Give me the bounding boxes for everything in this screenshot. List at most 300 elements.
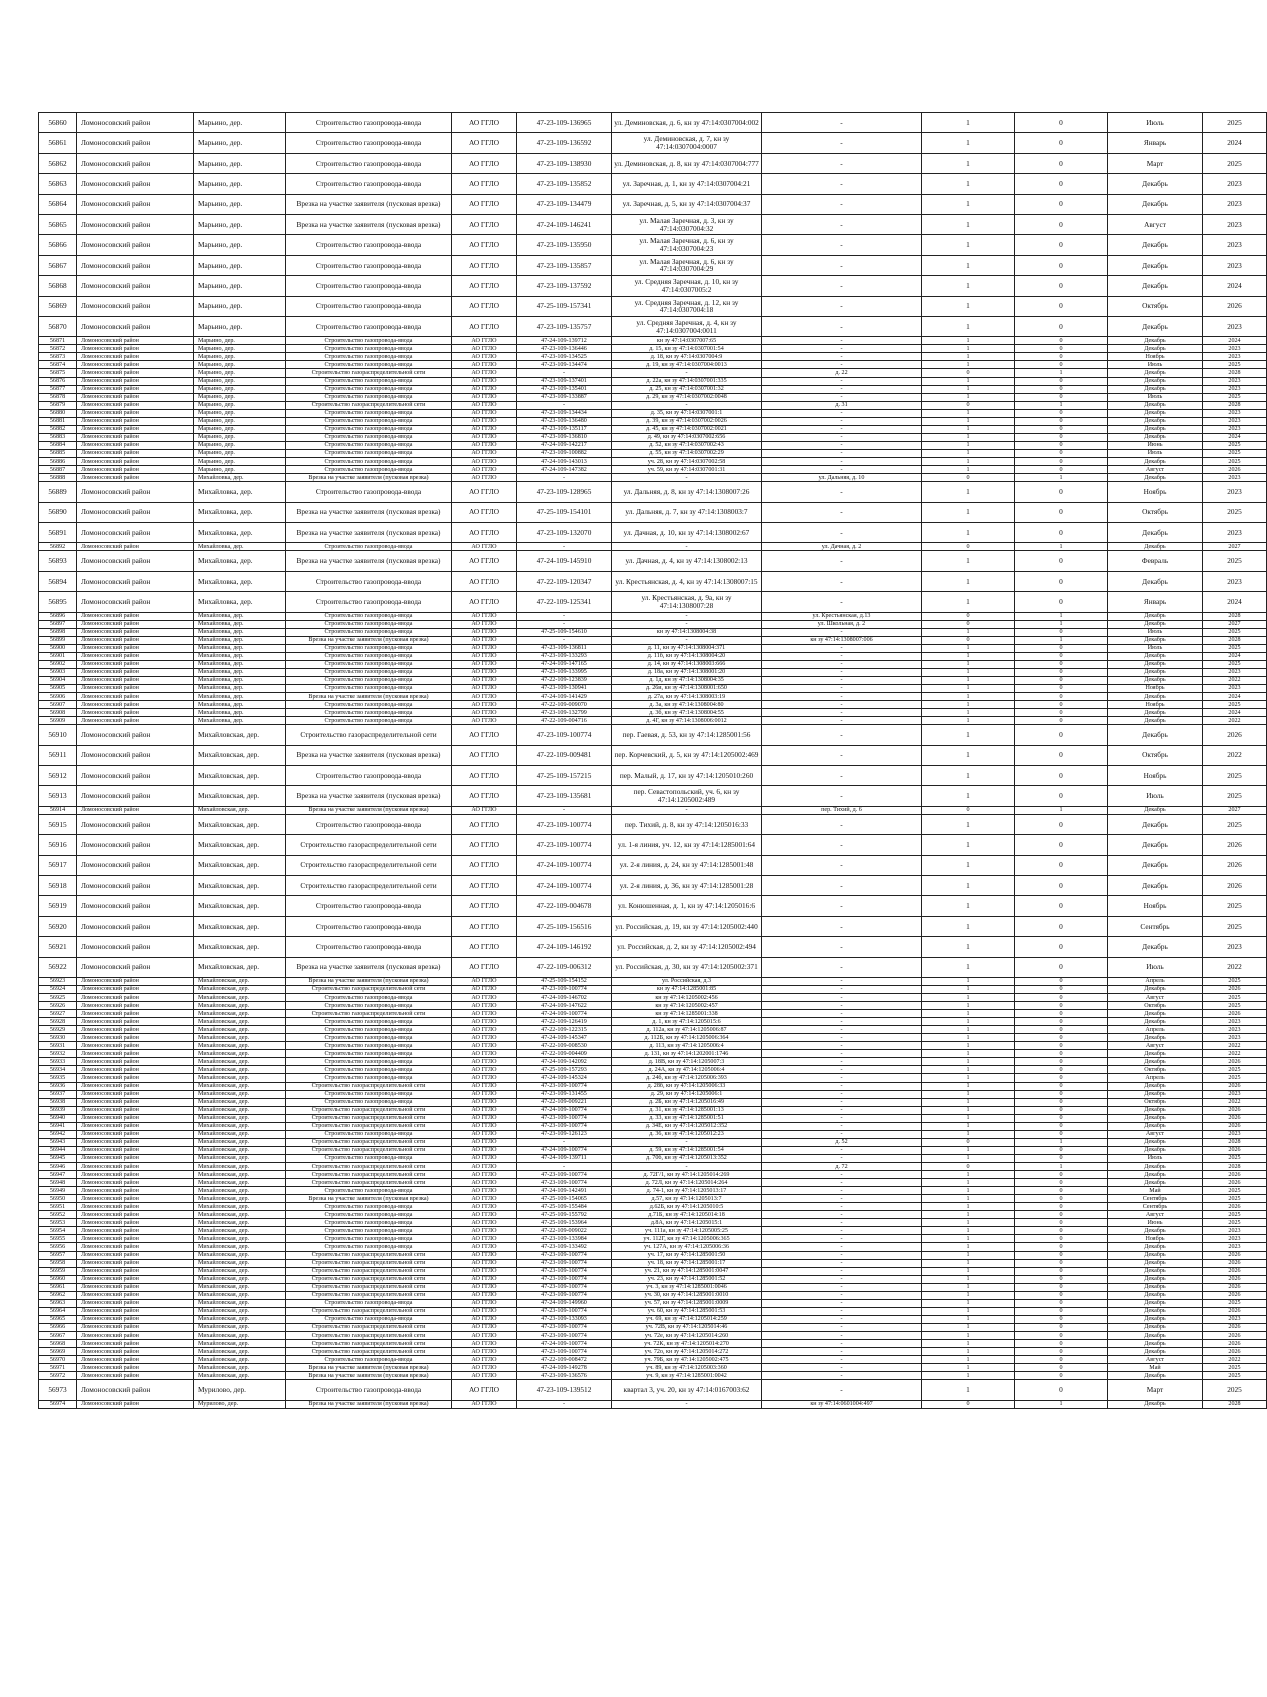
year-cell: 2026 — [1203, 1082, 1267, 1090]
table-row — [39, 1227, 1267, 1235]
organization-cell: АО ГГЛО — [452, 1042, 517, 1050]
connected-count-cell: 1 — [922, 1026, 1015, 1034]
district-cell: Ломоносовский район — [77, 644, 194, 652]
organization-cell: АО ГГЛО — [452, 786, 517, 806]
table-row — [39, 709, 1267, 717]
year-cell: 2025 — [1203, 153, 1267, 173]
planned-address-cell: - — [762, 361, 922, 369]
table-row — [39, 855, 1267, 875]
settlement-cell: Михайловская, дер. — [194, 1219, 286, 1227]
table-row — [39, 235, 1267, 255]
row-number: 56955 — [39, 1235, 77, 1243]
district-cell: Ломоносовский район — [77, 1203, 194, 1211]
settlement-cell: Михайловская, дер. — [194, 786, 286, 806]
settlement-cell: Михайловская, дер. — [194, 1283, 286, 1291]
year-cell: 2025 — [1203, 1364, 1267, 1372]
work-type-cell: Строительство газораспределительной сети — [286, 1163, 452, 1171]
contract-number-cell: 47-23-109-135950 — [517, 235, 612, 255]
year-cell: 2026 — [1203, 1323, 1267, 1331]
district-cell: Ломоносовский район — [77, 1227, 194, 1235]
row-number: 56920 — [39, 916, 77, 936]
planned-count-cell: 0 — [1015, 937, 1108, 957]
year-cell: 2026 — [1203, 1275, 1267, 1283]
work-type-cell: Строительство газопровода-ввода — [286, 1050, 452, 1058]
row-number: 56953 — [39, 1219, 77, 1227]
planned-count-cell: 0 — [1015, 1243, 1108, 1251]
contract-number-cell: - — [517, 620, 612, 628]
settlement-cell: Михайловка, дер. — [194, 571, 286, 591]
year-cell: 2024 — [1203, 337, 1267, 345]
connected-count-cell: 1 — [922, 709, 1015, 717]
year-cell: 2024 — [1203, 693, 1267, 701]
month-cell: Декабрь — [1108, 1323, 1203, 1331]
planned-count-cell: 0 — [1015, 345, 1108, 353]
table-row — [39, 1138, 1267, 1146]
planned-address-cell: - — [762, 425, 922, 433]
organization-cell: АО ГГЛО — [452, 628, 517, 636]
row-number: 56958 — [39, 1259, 77, 1267]
planned-address-cell: - — [762, 1348, 922, 1356]
connected-count-cell: 1 — [922, 1002, 1015, 1010]
district-cell: Ломоносовский район — [77, 235, 194, 255]
planned-count-cell: 0 — [1015, 458, 1108, 466]
work-type-cell: Строительство газораспределительной сети — [286, 835, 452, 855]
month-cell: Сентябрь — [1108, 916, 1203, 936]
row-number: 56926 — [39, 1002, 77, 1010]
month-cell: Декабрь — [1108, 1090, 1203, 1098]
planned-count-cell: 0 — [1015, 977, 1108, 985]
year-cell: 2026 — [1203, 466, 1267, 474]
contract-number-cell: 47-23-109-136965 — [517, 113, 612, 133]
row-number: 56911 — [39, 745, 77, 765]
year-cell: 2023 — [1203, 409, 1267, 417]
month-cell: Октябрь — [1108, 1066, 1203, 1074]
row-number: 56876 — [39, 377, 77, 385]
planned-address-cell: - — [762, 1227, 922, 1235]
settlement-cell: Михайловская, дер. — [194, 1122, 286, 1130]
organization-cell: АО ГГЛО — [452, 543, 517, 551]
planned-address-cell: - — [762, 458, 922, 466]
row-number: 56941 — [39, 1122, 77, 1130]
planned-address-cell: - — [762, 1026, 922, 1034]
work-type-cell: Строительство газораспределительной сети — [286, 875, 452, 895]
month-cell: Март — [1108, 153, 1203, 173]
address-cell: д. 18а, кн зу 47:14:1308001:20 — [612, 668, 762, 676]
planned-address-cell: - — [762, 701, 922, 709]
organization-cell: АО ГГЛО — [452, 1259, 517, 1267]
planned-address-cell: - — [762, 433, 922, 441]
organization-cell: АО ГГЛО — [452, 214, 517, 234]
connected-count-cell: 1 — [922, 1018, 1015, 1026]
work-type-cell: Строительство газопровода-ввода — [286, 1130, 452, 1138]
month-cell: Декабрь — [1108, 337, 1203, 345]
contract-number-cell: 47-23-109-134474 — [517, 361, 612, 369]
connected-count-cell: 1 — [922, 466, 1015, 474]
contract-number-cell: 47-24-109-145910 — [517, 551, 612, 571]
year-cell: 2025 — [1203, 1211, 1267, 1219]
address-cell: ул. 2-я линия, д. 36, кн зу 47:14:1285001:28 — [612, 875, 762, 895]
row-number: 56891 — [39, 522, 77, 542]
planned-count-cell: 0 — [1015, 551, 1108, 571]
row-number: 56954 — [39, 1227, 77, 1235]
planned-count-cell: 0 — [1015, 174, 1108, 194]
connected-count-cell: 1 — [922, 1195, 1015, 1203]
table-row — [39, 1171, 1267, 1179]
planned-count-cell: 0 — [1015, 1227, 1108, 1235]
organization-cell: АО ГГЛО — [452, 1275, 517, 1283]
work-type-cell: Врезка на участке заявителя (пусковая врезка) — [286, 194, 452, 214]
district-cell: Ломоносовский район — [77, 717, 194, 725]
settlement-cell: Михайловская, дер. — [194, 1227, 286, 1235]
month-cell: Июль — [1108, 449, 1203, 457]
organization-cell: АО ГГЛО — [452, 1348, 517, 1356]
planned-address-cell: - — [762, 393, 922, 401]
planned-address-cell: - — [762, 337, 922, 345]
settlement-cell: Марьино, дер. — [194, 353, 286, 361]
district-cell: Ломоносовский район — [77, 1211, 194, 1219]
month-cell: Декабрь — [1108, 1340, 1203, 1348]
settlement-cell: Михайловская, дер. — [194, 1187, 286, 1195]
settlement-cell: Михайловская, дер. — [194, 1066, 286, 1074]
planned-count-cell: 0 — [1015, 1251, 1108, 1259]
contract-number-cell: 47-25-109-154152 — [517, 977, 612, 985]
row-number: 56913 — [39, 786, 77, 806]
connected-count-cell: 1 — [922, 652, 1015, 660]
row-number: 56905 — [39, 684, 77, 692]
month-cell: Декабрь — [1108, 806, 1203, 814]
table-row — [39, 957, 1267, 977]
district-cell: Ломоносовский район — [77, 417, 194, 425]
row-number: 56885 — [39, 449, 77, 457]
planned-address-cell: - — [762, 174, 922, 194]
year-cell: 2023 — [1203, 1034, 1267, 1042]
contract-number-cell: 47-24-109-139711 — [517, 1154, 612, 1162]
organization-cell: АО ГГЛО — [452, 1082, 517, 1090]
contract-number-cell: 47-23-109-134479 — [517, 194, 612, 214]
planned-address-cell: - — [762, 652, 922, 660]
contract-number-cell: 47-24-109-100774 — [517, 855, 612, 875]
table-row — [39, 1058, 1267, 1066]
organization-cell: АО ГГЛО — [452, 1171, 517, 1179]
work-type-cell: Строительство газопровода-ввода — [286, 1227, 452, 1235]
settlement-cell: Михайловка, дер. — [194, 668, 286, 676]
table-row — [39, 1251, 1267, 1259]
work-type-cell: Строительство газопровода-ввода — [286, 628, 452, 636]
contract-number-cell: 47-24-109-147382 — [517, 466, 612, 474]
row-number: 56869 — [39, 296, 77, 316]
month-cell: Ноябрь — [1108, 896, 1203, 916]
row-number: 56901 — [39, 652, 77, 660]
table-row — [39, 1130, 1267, 1138]
month-cell: Декабрь — [1108, 1275, 1203, 1283]
contract-number-cell: 47-23-109-137592 — [517, 276, 612, 296]
planned-count-cell: 0 — [1015, 709, 1108, 717]
work-type-cell: Строительство газораспределительной сети — [286, 1106, 452, 1114]
address-cell: уч. 60, кн зу 47:14:1285001:53 — [612, 1307, 762, 1315]
settlement-cell: Михайловка, дер. — [194, 474, 286, 482]
row-number: 56943 — [39, 1138, 77, 1146]
district-cell: Ломоносовский район — [77, 353, 194, 361]
address-cell: д. 1д, кн зу 47:14:1308004:35 — [612, 676, 762, 684]
table-row — [39, 1179, 1267, 1187]
district-cell: Ломоносовский район — [77, 660, 194, 668]
planned-count-cell: 0 — [1015, 1050, 1108, 1058]
connected-count-cell: 1 — [922, 1323, 1015, 1331]
planned-count-cell: 0 — [1015, 385, 1108, 393]
row-number: 56899 — [39, 636, 77, 644]
connected-count-cell: 1 — [922, 214, 1015, 234]
work-type-cell: Врезка на участке заявителя (пусковая врезка) — [286, 1372, 452, 1380]
organization-cell: АО ГГЛО — [452, 835, 517, 855]
table-row — [39, 1243, 1267, 1251]
district-cell: Ломоносовский район — [77, 1348, 194, 1356]
address-cell: кн зу 47:14:1205002:457 — [612, 1002, 762, 1010]
year-cell: 2028 — [1203, 636, 1267, 644]
planned-count-cell: 0 — [1015, 1299, 1108, 1307]
settlement-cell: Михайловская, дер. — [194, 1130, 286, 1138]
district-cell: Ломоносовский район — [77, 1074, 194, 1082]
planned-address-cell: - — [762, 985, 922, 993]
connected-count-cell: 1 — [922, 1082, 1015, 1090]
row-number: 56878 — [39, 393, 77, 401]
table-row — [39, 393, 1267, 401]
contract-number-cell: 47-23-109-137401 — [517, 377, 612, 385]
table-row — [39, 113, 1267, 133]
district-cell: Ломоносовский район — [77, 896, 194, 916]
organization-cell: АО ГГЛО — [452, 133, 517, 153]
planned-count-cell: 0 — [1015, 1203, 1108, 1211]
work-type-cell: Строительство газопровода-ввода — [286, 571, 452, 591]
contract-number-cell: 47-23-109-135757 — [517, 316, 612, 336]
connected-count-cell: 1 — [922, 1066, 1015, 1074]
planned-count-cell: 0 — [1015, 676, 1108, 684]
district-cell: Ломоносовский район — [77, 1283, 194, 1291]
work-type-cell: Строительство газораспределительной сети — [286, 369, 452, 377]
table-row — [39, 937, 1267, 957]
work-type-cell: Строительство газопровода-ввода — [286, 896, 452, 916]
planned-count-cell: 0 — [1015, 1348, 1108, 1356]
address-cell: ул. Российская, д. 19, кн зу 47:14:1205002:440 — [612, 916, 762, 936]
address-cell: уч. 111а, кн зу 47:14:1205005:25 — [612, 1227, 762, 1235]
organization-cell: АО ГГЛО — [452, 725, 517, 745]
row-number: 56906 — [39, 693, 77, 701]
year-cell: 2023 — [1203, 1026, 1267, 1034]
district-cell: Ломоносовский район — [77, 458, 194, 466]
organization-cell: АО ГГЛО — [452, 1307, 517, 1315]
connected-count-cell: 1 — [922, 644, 1015, 652]
settlement-cell: Михайловская, дер. — [194, 835, 286, 855]
year-cell: 2023 — [1203, 425, 1267, 433]
year-cell: 2027 — [1203, 620, 1267, 628]
connected-count-cell: 1 — [922, 1074, 1015, 1082]
planned-address-cell: - — [762, 377, 922, 385]
planned-address-cell: - — [762, 1050, 922, 1058]
connected-count-cell: 1 — [922, 353, 1015, 361]
connected-count-cell: 1 — [922, 502, 1015, 522]
month-cell: Декабрь — [1108, 855, 1203, 875]
planned-address-cell: - — [762, 1042, 922, 1050]
year-cell: 2025 — [1203, 1187, 1267, 1195]
year-cell: 2023 — [1203, 668, 1267, 676]
work-type-cell: Строительство газопровода-ввода — [286, 1074, 452, 1082]
month-cell: Декабрь — [1108, 1400, 1203, 1408]
table-row — [39, 377, 1267, 385]
district-cell: Ломоносовский район — [77, 765, 194, 785]
planned-address-cell: - — [762, 1146, 922, 1154]
district-cell: Ломоносовский район — [77, 337, 194, 345]
year-cell: 2023 — [1203, 522, 1267, 542]
work-type-cell: Строительство газораспределительной сети — [286, 1114, 452, 1122]
planned-count-cell: 0 — [1015, 1187, 1108, 1195]
address-cell: пер. Севастопольский, уч. 6, кн зу 47:14:1205002:489 — [612, 786, 762, 806]
planned-address-cell: - — [762, 466, 922, 474]
year-cell: 2025 — [1203, 628, 1267, 636]
planned-count-cell: 0 — [1015, 875, 1108, 895]
contract-number-cell: - — [517, 1138, 612, 1146]
work-type-cell: Строительство газораспределительной сети — [286, 1146, 452, 1154]
table-row — [39, 571, 1267, 591]
planned-count-cell: 0 — [1015, 482, 1108, 502]
planned-address-cell: ул. Школьная, д. 2 — [762, 620, 922, 628]
row-number: 56972 — [39, 1372, 77, 1380]
work-type-cell: Строительство газораспределительной сети — [286, 1267, 452, 1275]
district-cell: Ломоносовский район — [77, 377, 194, 385]
month-cell: Декабрь — [1108, 1372, 1203, 1380]
connected-count-cell: 1 — [922, 1050, 1015, 1058]
district-cell: Ломоносовский район — [77, 725, 194, 745]
year-cell: 2025 — [1203, 551, 1267, 571]
work-type-cell: Строительство газопровода-ввода — [286, 994, 452, 1002]
planned-count-cell: 0 — [1015, 1066, 1108, 1074]
settlement-cell: Марьино, дер. — [194, 458, 286, 466]
planned-count-cell: 0 — [1015, 1179, 1108, 1187]
address-cell: д. 36, кн зу 47:14:1205012:23 — [612, 1130, 762, 1138]
planned-address-cell: - — [762, 1034, 922, 1042]
planned-count-cell: 0 — [1015, 1331, 1108, 1339]
table-row — [39, 1275, 1267, 1283]
planned-count-cell: 0 — [1015, 417, 1108, 425]
contract-number-cell: 47-23-109-136480 — [517, 417, 612, 425]
planned-count-cell: 0 — [1015, 1380, 1108, 1400]
planned-address-cell: - — [762, 835, 922, 855]
organization-cell: АО ГГЛО — [452, 401, 517, 409]
contract-number-cell: 47-24-109-146241 — [517, 214, 612, 234]
row-number: 56863 — [39, 174, 77, 194]
month-cell: Октябрь — [1108, 296, 1203, 316]
work-type-cell: Строительство газопровода-ввода — [286, 660, 452, 668]
work-type-cell: Строительство газопровода-ввода — [286, 717, 452, 725]
address-cell: - — [612, 636, 762, 644]
work-type-cell: Строительство газопровода-ввода — [286, 174, 452, 194]
row-number: 56963 — [39, 1299, 77, 1307]
district-cell: Ломоносовский район — [77, 425, 194, 433]
organization-cell: АО ГГЛО — [452, 235, 517, 255]
connected-count-cell: 1 — [922, 316, 1015, 336]
month-cell: Октябрь — [1108, 502, 1203, 522]
planned-count-cell: 1 — [1015, 543, 1108, 551]
planned-count-cell: 0 — [1015, 1235, 1108, 1243]
planned-count-cell: 0 — [1015, 361, 1108, 369]
contract-number-cell: 47-23-109-126123 — [517, 1130, 612, 1138]
planned-count-cell: 0 — [1015, 214, 1108, 234]
connected-count-cell: 1 — [922, 393, 1015, 401]
month-cell: Декабрь — [1108, 620, 1203, 628]
organization-cell: АО ГГЛО — [452, 977, 517, 985]
connected-count-cell: 1 — [922, 361, 1015, 369]
table-row — [39, 361, 1267, 369]
connected-count-cell: 1 — [922, 1380, 1015, 1400]
contract-number-cell: 47-23-109-136576 — [517, 1372, 612, 1380]
row-number: 56950 — [39, 1195, 77, 1203]
settlement-cell: Михайловская, дер. — [194, 1323, 286, 1331]
address-cell: ул. Российская, д. 30, кн зу 47:14:1205002:371 — [612, 957, 762, 977]
connected-count-cell: 1 — [922, 1340, 1015, 1348]
contract-number-cell: 47-25-109-157341 — [517, 296, 612, 316]
settlement-cell: Михайловская, дер. — [194, 806, 286, 814]
planned-count-cell: 0 — [1015, 502, 1108, 522]
month-cell: Август — [1108, 466, 1203, 474]
planned-count-cell: 0 — [1015, 1283, 1108, 1291]
organization-cell: АО ГГЛО — [452, 1211, 517, 1219]
row-number: 56921 — [39, 937, 77, 957]
organization-cell: АО ГГЛО — [452, 353, 517, 361]
connected-count-cell: 0 — [922, 620, 1015, 628]
year-cell: 2024 — [1203, 276, 1267, 296]
planned-count-cell: 0 — [1015, 1106, 1108, 1114]
table-row — [39, 693, 1267, 701]
planned-address-cell: д. 72 — [762, 1163, 922, 1171]
address-cell: д.8А, кн зу 47:14:1205015:1 — [612, 1219, 762, 1227]
table-row — [39, 592, 1267, 612]
planned-count-cell: 0 — [1015, 717, 1108, 725]
planned-address-cell: - — [762, 1235, 922, 1243]
planned-count-cell: 0 — [1015, 745, 1108, 765]
planned-count-cell: 0 — [1015, 522, 1108, 542]
year-cell: 2026 — [1203, 1283, 1267, 1291]
year-cell: 2026 — [1203, 1348, 1267, 1356]
contract-number-cell: - — [517, 1163, 612, 1171]
organization-cell: АО ГГЛО — [452, 316, 517, 336]
planned-count-cell: 0 — [1015, 235, 1108, 255]
planned-address-cell: кн зу 47:14:0601004:497 — [762, 1400, 922, 1408]
work-type-cell: Строительство газопровода-ввода — [286, 441, 452, 449]
address-cell: уч. 72о, кн зу 47:14:1205014:272 — [612, 1348, 762, 1356]
table-row — [39, 1340, 1267, 1348]
row-number: 56912 — [39, 765, 77, 785]
month-cell: Май — [1108, 1187, 1203, 1195]
row-number: 56867 — [39, 255, 77, 275]
settlement-cell: Михайловская, дер. — [194, 1042, 286, 1050]
organization-cell: АО ГГЛО — [452, 1154, 517, 1162]
row-number: 56894 — [39, 571, 77, 591]
month-cell: Декабрь — [1108, 1299, 1203, 1307]
year-cell: 2023 — [1203, 1018, 1267, 1026]
contract-number-cell: 47-23-109-131455 — [517, 1090, 612, 1098]
organization-cell: АО ГГЛО — [452, 1163, 517, 1171]
contract-number-cell: 47-22-109-004678 — [517, 896, 612, 916]
table-row — [39, 153, 1267, 173]
planned-address-cell: - — [762, 896, 922, 916]
contract-number-cell: 47-23-109-136811 — [517, 644, 612, 652]
year-cell: 2026 — [1203, 725, 1267, 745]
row-number: 56882 — [39, 425, 77, 433]
settlement-cell: Марьино, дер. — [194, 449, 286, 457]
gasification-table — [38, 112, 1267, 1409]
work-type-cell: Врезка на участке заявителя (пусковая врезка) — [286, 502, 452, 522]
planned-address-cell: - — [762, 255, 922, 275]
row-number: 56874 — [39, 361, 77, 369]
planned-count-cell: 0 — [1015, 957, 1108, 977]
